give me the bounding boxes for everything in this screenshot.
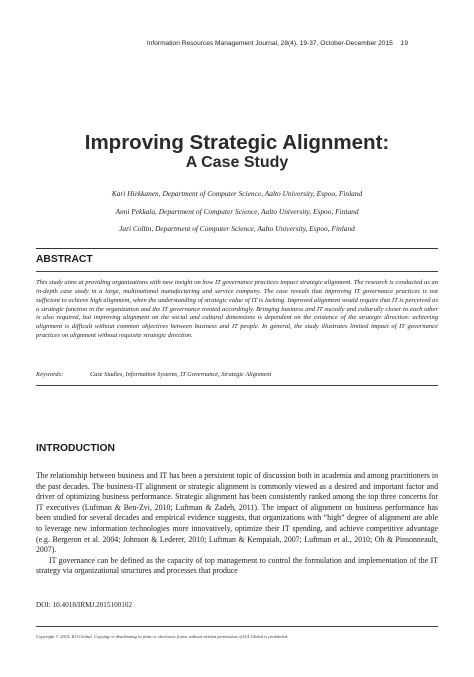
keywords-line bbox=[36, 371, 438, 378]
running-header bbox=[40, 40, 408, 47]
abstract-top-rule bbox=[36, 248, 438, 249]
introduction-paragraph-2: IT governance can be defined as the capacity of top management to control the formulation and implementation of the IT strategy via organizational structures and processes that produce bbox=[36, 555, 438, 576]
abstract-heading-rule bbox=[36, 271, 438, 272]
article-subtitle: A Case Study bbox=[185, 154, 289, 171]
abstract-heading: ABSTRACT bbox=[36, 254, 93, 265]
copyright-notice: Copyright © 2015, IGI Global. Copying or distributing in print or electronic forms without written permission of IGI Global is prohibited. bbox=[36, 634, 289, 639]
introduction-body bbox=[36, 471, 438, 577]
footer-rule bbox=[36, 626, 438, 627]
doi: DOI: 10.4018/IRMJ.2015100102 bbox=[36, 601, 133, 609]
introduction-heading: INTRODUCTION bbox=[36, 443, 115, 454]
author-3: Jari Collin, Department of Computer Science, Aalto University, Espoo, Finland bbox=[119, 224, 355, 233]
journal-citation: Information Resources Management Journal, 28(4), 19-37, October-December 2015 bbox=[146, 40, 393, 47]
author-1: Kari Hiekkanen, Department of Computer Science, Aalto University, Espoo, Finland bbox=[111, 189, 363, 198]
introduction-paragraph-1: The relationship between business and IT has been a persistent topic of discussion both in academia and among practitioners in the past decades. The business-IT alignment or strategic alignment is commonly viewed as a desired and important factor and driver of optimizing business performance. Strategic alignment has been consistently ranked among the top three concerns for IT executives (Luftman & Ben-Zvi, 2010; Luftman & Zadeh, 2011). The impact of alignment on business performance has been studied for several decades and empirical evidence suggests, that organizations with “high” degree of alignment are able to leverage new information technologies more innovatively, optimize their IT spending, and achieve competitive advantage (e.g. Bergeron et al. 2004; Johnson & Lederer, 2010; Luftman & Kempaiah, 2007; Luftman et al., 2010; Oh & Pinsonneault, 2007). bbox=[36, 471, 438, 555]
keywords-list: Case Studies, Information Systems, IT Governance, Strategic Alignment bbox=[90, 371, 272, 378]
author-2: Anni Pekkala, Department of Computer Science, Aalto University, Espoo, Finland bbox=[115, 207, 359, 216]
article-title: Improving Strategic Alignment: bbox=[84, 131, 390, 154]
abstract-bottom-rule bbox=[36, 385, 438, 386]
keywords-label: Keywords: bbox=[36, 371, 64, 378]
abstract-text: This study aims at providing organizations with new insight on how IT governance practices impact strategic alignment. The research is conducted as an in-depth case study in a large, multinational manufacturing and service company. The case reveals that improving IT governance practices is not sufficient to achieve high alignment, when the understanding of strategic value of IT is lacking. Improved alignment would require that IT is perceived as a strategic function in the organization and the IT governance treated accordingly. Bringing business and IT socially and culturally closer to each other is also required, but improving alignment on the social and cultural dimensions is dependent on the existence of the strategic direction: achieving alignment is difficult without common objectives between business and IT people. In general, the study illustrates limited impact of IT governance practices on alignment without requisite strategic direction. bbox=[36, 279, 438, 340]
page-number: 19 bbox=[400, 40, 408, 47]
